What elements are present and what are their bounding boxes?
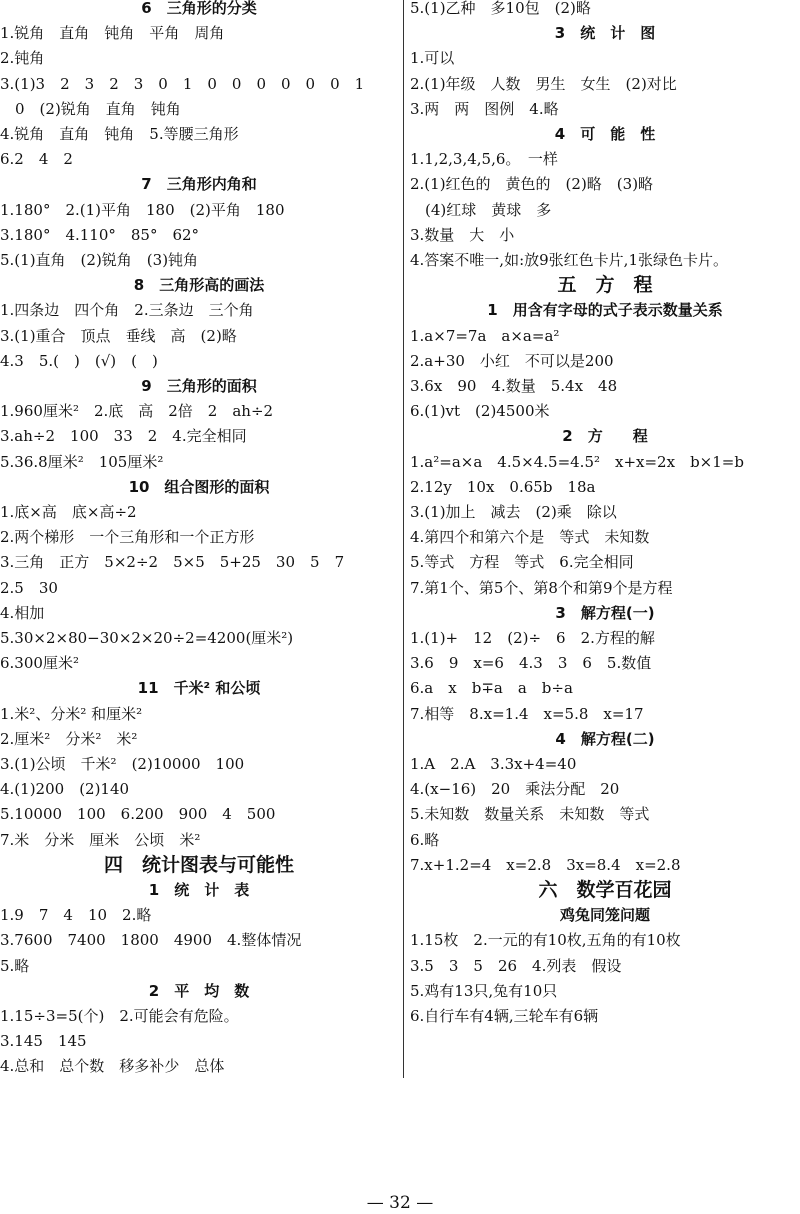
answer-line: 1.180° 2.(1)平角 180 (2)平角 180 (0, 200, 285, 219)
answer-line: 4.总和 总个数 移多补少 总体 (0, 1057, 225, 1076)
answer-line: 1.15枚 2.一元的有10枚,五角的有10枚 (410, 931, 681, 950)
section-heading: 11 千米² 和公顷 (137, 679, 261, 698)
answer-line: 6.自行车有4辆,三轮车有6辆 (410, 1007, 599, 1025)
answer-line: 6.(1)vt (2)4500米 (410, 402, 550, 421)
answer-line: 6.300厘米² (0, 654, 79, 673)
answer-line: 5.(1)直角 (2)锐角 (3)钝角 (0, 251, 199, 269)
answer-line: 7.米 分米 厘米 公顷 米² (0, 830, 201, 849)
answer-line: 2.12y 10x 0.65b 18a (410, 477, 596, 496)
answer-line: 1.可以 (410, 49, 455, 68)
answer-line: 5.鸡有13只,兔有10只 (410, 981, 558, 1000)
answer-line: 3.6x 90 4.数量 5.4x 48 (410, 377, 618, 395)
answer-line: 2.厘米² 分米² 米² (0, 729, 138, 748)
answer-line: 1.a²=a×a 4.5×4.5=4.5² x+x=2x b×1=b (410, 452, 744, 471)
answer-line: 5.未知数 数量关系 未知数 等式 (410, 805, 650, 824)
answer-line: 1.A 2.A 3.3x+4=40 (410, 755, 577, 773)
answer-line: 3.(1)重合 顶点 垂线 高 (2)略 (0, 326, 237, 345)
unit-title: 五 方 程 (557, 274, 653, 297)
answer-line: 3.三角 正方 5×2÷2 5×5 5+25 30 5 7 (0, 553, 345, 572)
answer-line: 4.(x−16) 20 乘法分配 20 (410, 780, 620, 799)
unit-title: 六 数学百花园 (538, 879, 672, 901)
section-heading: 9 三角形的面积 (141, 377, 257, 395)
answer-line: 1.米²、分米² 和厘米² (0, 704, 143, 723)
answer-line: 7.第1个、第5个、第8个和第9个是方程 (410, 578, 673, 597)
answer-line: 3.180° 4.110° 85° 62° (0, 225, 200, 244)
answer-line: 3.ah÷2 100 33 2 4.完全相同 (0, 427, 247, 446)
answer-line: 5.等式 方程 等式 6.完全相同 (410, 553, 634, 572)
answer-line: 3.数量 大 小 (410, 225, 515, 244)
answer-line: 2.(1)红色的 黄色的 (2)略 (3)略 (410, 175, 654, 194)
answer-line: 3.5 3 5 26 4.列表 假设 (410, 956, 622, 975)
answer-line: 1.a×7=7a a×a=a² (410, 326, 560, 345)
section-heading: 6 三角形的分类 (141, 0, 257, 17)
column-divider (403, 0, 404, 1078)
answer-line: 3.6 9 x=6 4.3 3 6 5.数值 (410, 654, 652, 673)
answer-line: 1.960厘米² 2.底 高 2倍 2 ah÷2 (0, 402, 274, 421)
answer-line: 5.10000 100 6.200 900 4 500 (0, 805, 276, 824)
section-heading: 2 方 程 (562, 427, 648, 446)
answer-line: 3.7600 7400 1800 4900 4.整体情况 (0, 931, 302, 950)
answer-line: 4.答案不唯一,如:放9张红色卡片,1张绿色卡片。 (410, 251, 728, 269)
unit-title: 四 统计图表与可能性 (103, 853, 294, 876)
answer-line: 2.5 30 (0, 578, 58, 597)
answer-line: 5.30×2×80−30×2×20÷2=4200(厘米²) (0, 629, 294, 647)
answer-line: 2.两个梯形 一个三角形和一个正方形 (0, 528, 255, 547)
answer-line: 6.a x b∓a a b÷a (410, 679, 573, 698)
answer-line: 4.相加 (0, 603, 45, 622)
answer-line: 1.(1)+ 12 (2)÷ 6 2.方程的解 (410, 629, 655, 647)
section-heading: 1 用含有字母的式子表示数量关系 (487, 301, 723, 320)
section-heading: 3 统 计 图 (554, 24, 656, 43)
answer-line: 2.a+30 小红 不可以是200 (410, 351, 614, 370)
answer-line: 6.2 4 2 (0, 150, 73, 169)
answer-line: 1.四条边 四个角 2.三条边 三个角 (0, 301, 254, 320)
answer-line: 4.(1)200 (2)140 (0, 780, 130, 799)
answer-line: 1.底×高 底×高÷2 (0, 503, 137, 521)
answer-line: 5.(1)乙种 多10包 (2)略 (410, 0, 591, 17)
answer-line: 4.第四个和第六个是 等式 未知数 (410, 528, 650, 547)
answer-line: 3.(1)加上 减去 (2)乘 除以 (410, 503, 617, 521)
section-heading: 3 解方程(一) (555, 603, 655, 622)
answer-line: 7.相等 8.x=1.4 x=5.8 x=17 (410, 704, 644, 723)
answer-line: 4.锐角 直角 钝角 5.等腰三角形 (0, 125, 239, 143)
answer-line: 2.(1)年级 人数 男生 女生 (2)对比 (410, 74, 677, 93)
answer-line: 0 (2)锐角 直角 钝角 (0, 99, 181, 118)
answer-line: 2.钝角 (0, 49, 45, 68)
page-number: — 32 — (366, 1193, 434, 1213)
answer-line: 6.略 (410, 830, 440, 849)
section-heading: 10 组合图形的面积 (128, 477, 270, 496)
section-heading: 1 统 计 表 (148, 881, 250, 899)
section-heading: 4 可 能 性 (554, 125, 656, 143)
answer-line: 1.9 7 4 10 2.略 (0, 906, 152, 925)
section-heading: 2 平 均 数 (148, 981, 250, 1000)
answer-line: 1.1,2,3,4,5,6。 一样 (410, 150, 558, 169)
section-heading: 7 三角形内角和 (141, 175, 257, 194)
answer-line: 7.x+1.2=4 x=2.8 3x=8.4 x=2.8 (410, 855, 681, 874)
section-heading: 8 三角形高的画法 (133, 276, 265, 295)
answer-line: 5.略 (0, 956, 30, 975)
answer-line: 3.(1)3 2 3 2 3 0 1 0 0 0 0 0 0 1 (0, 74, 365, 93)
answer-line: 5.36.8厘米² 105厘米² (0, 452, 164, 471)
section-heading: 4 解方程(二) (555, 729, 655, 748)
answer-line: 1.锐角 直角 钝角 平角 周角 (0, 24, 225, 43)
answer-line: 3.(1)公顷 千米² (2)10000 100 (0, 755, 245, 773)
answer-line: 3.两 两 图例 4.略 (410, 99, 559, 118)
answer-line: 3.145 145 (0, 1032, 87, 1051)
section-heading: 鸡兔同笼问题 (559, 906, 650, 925)
answer-line: 4.3 5.( ) (√) ( ) (0, 351, 158, 370)
answer-line: 1.15÷3=5(个) 2.可能会有危险。 (0, 1007, 239, 1025)
answer-line: (4)红球 黄球 多 (410, 200, 552, 219)
